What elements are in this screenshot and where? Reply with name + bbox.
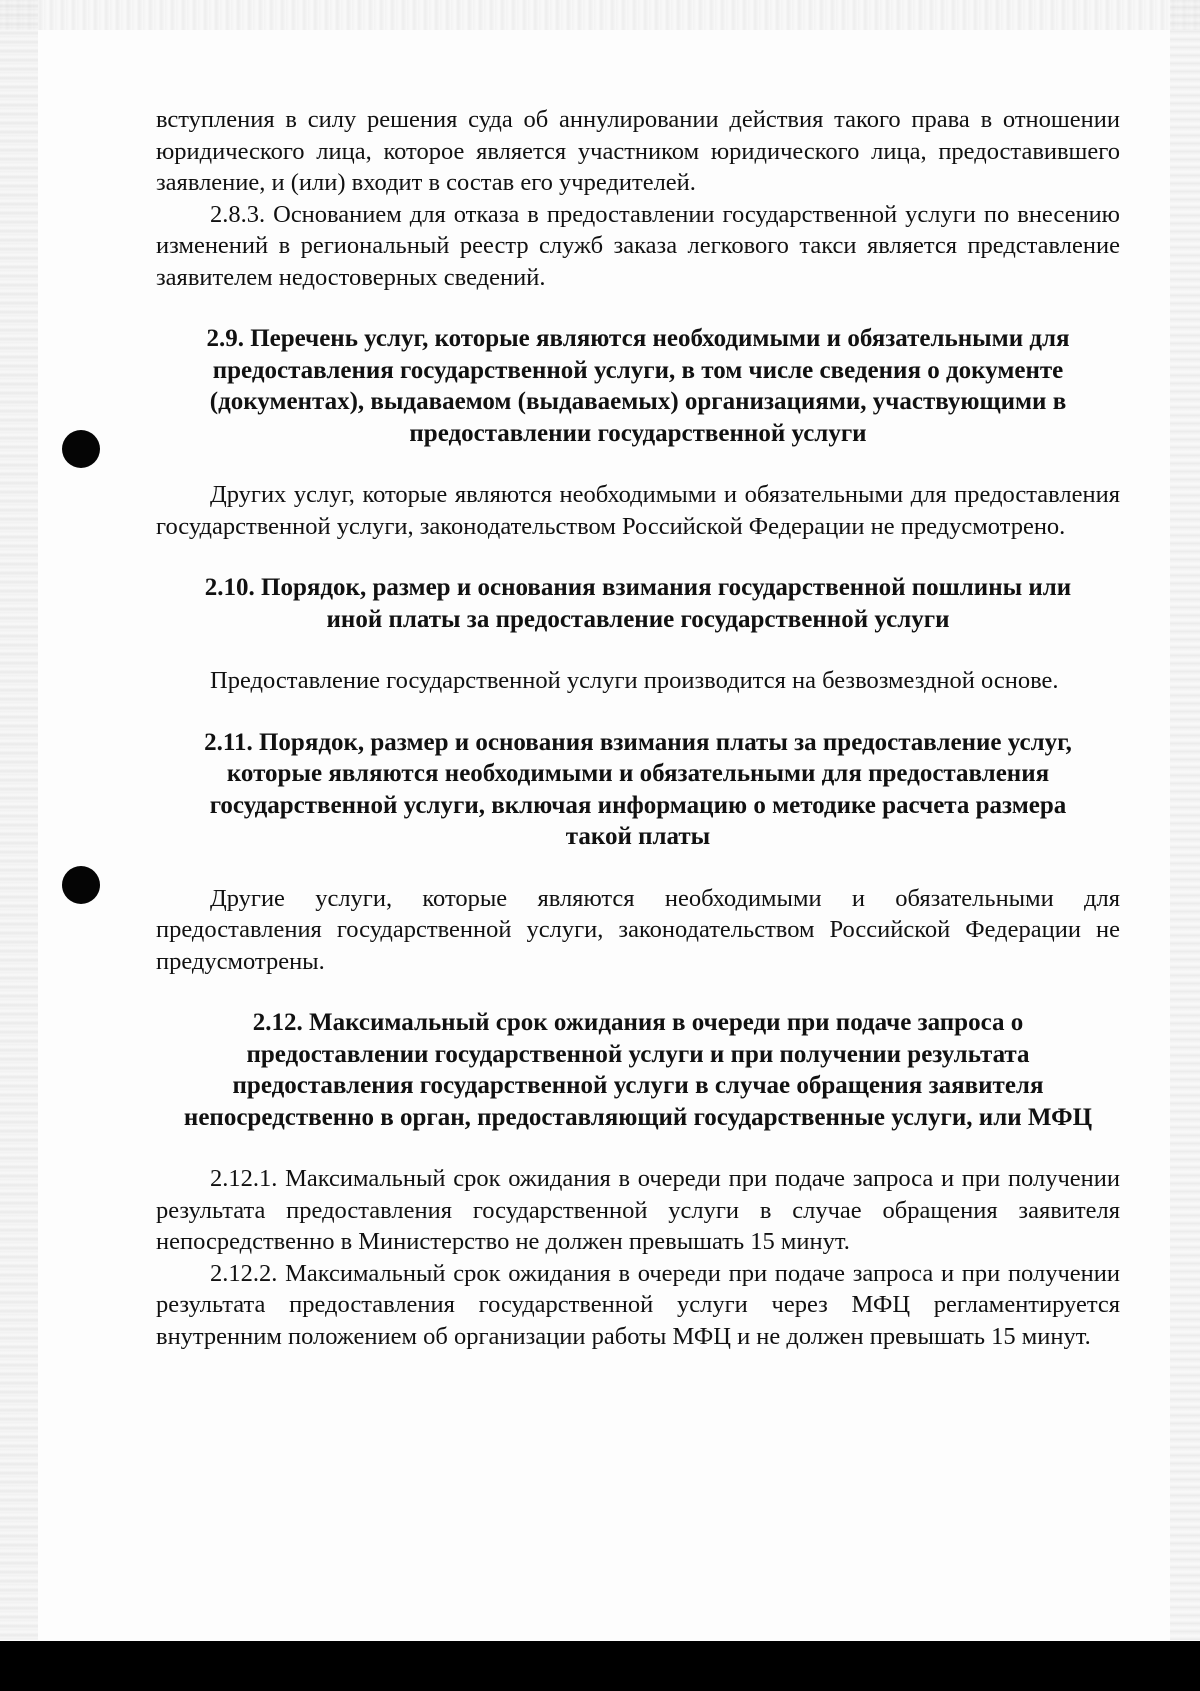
paragraph-intro: вступления в силу решения суда об аннулировании действия такого права в отношении юридического лица, которое является участником юридического лица, предоставившего заявление, и (или) входит в состав его учредителей. <box>156 106 1120 196</box>
section-heading-2-9: 2.9. Перечень услуг, которые являются необходимыми и обязательными для предоставления государственной услуги, в том числе сведения о документе (документах), выдаваемом (выдаваемых) организациями, участвующими в предоставлении государственной услуги <box>206 325 1070 447</box>
scan-bottom-bar <box>0 1641 1200 1691</box>
paragraph-2-12-1: 2.12.1. Максимальный срок ожидания в очереди при подаче запроса и при получении результата предоставления государственной услуги в случае обращения заявителя непосредственно в Министерство не должен превышать 15 минут. <box>156 1165 1120 1255</box>
paragraph-2-9: Других услуг, которые являются необходимыми и обязательными для предоставления государственной услуги, законодательством Российской Федерации не предусмотрено. <box>156 481 1120 540</box>
paragraph-2-10: Предоставление государственной услуги производится на безвозмездной основе. <box>210 667 1059 694</box>
scan-edge-right <box>1170 0 1200 1640</box>
punch-hole-mark <box>62 430 100 468</box>
document-body <box>156 104 1120 1352</box>
paragraph-2-8-3: 2.8.3. Основанием для отказа в предоставлении государственной услуги по внесению изменений в региональный реестр служб заказа легкового такси является представление заявителем недостоверных сведений. <box>156 200 1120 291</box>
section-heading-2-11: 2.11. Порядок, размер и основания взимания платы за предоставление услуг, которые являются необходимыми и обязательными для предоставления государственной услуги, включая информацию о методике расчета размера такой платы <box>204 728 1072 850</box>
section-heading-2-10: 2.10. Порядок, размер и основания взимания государственной пошлины или иной платы за предоставление государственной услуги <box>204 574 1072 633</box>
section-heading-2-12: 2.12. Максимальный срок ожидания в очереди при подаче запроса о предоставлении государственной услуги и при получении результата предоставления государственной услуги в случае обращения заявителя непосредственно в орган, предоставляющий государственные услуги, или МФЦ <box>183 1009 1093 1131</box>
punch-hole-mark <box>62 866 100 904</box>
scan-edge-left <box>0 0 38 1640</box>
scan-edge-top <box>0 0 1200 30</box>
paragraph-2-11: Другие услуги, которые являются необходимыми и обязательными для предоставления государственной услуги, законодательством Российской Федерации не предусмотрены. <box>156 884 1120 975</box>
paragraph-2-12-2: 2.12.2. Максимальный срок ожидания в очереди при подаче запроса и при получении результата предоставления государственной услуги через МФЦ регламентируется внутренним положением об организации работы МФЦ и не должен превышать 15 минут. <box>156 1259 1120 1350</box>
